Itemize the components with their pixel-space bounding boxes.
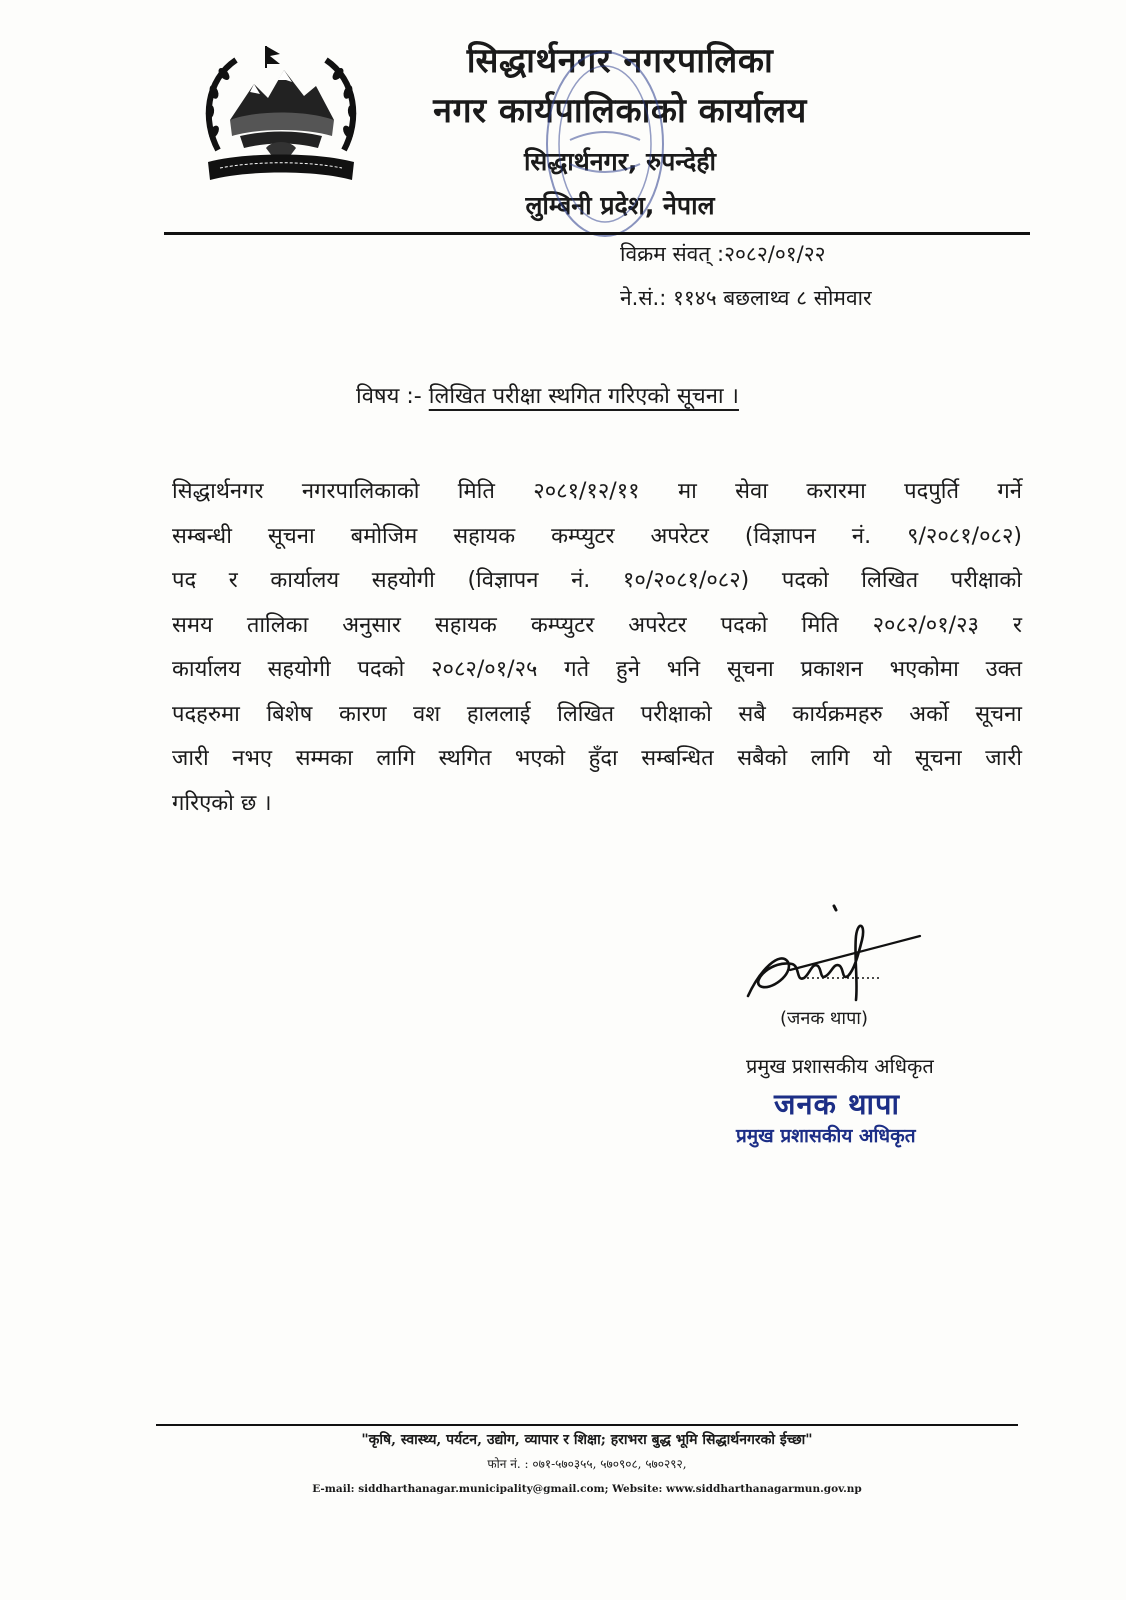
signer-name: (जनक थापा) <box>780 1008 868 1029</box>
subject-label: विषय :- <box>356 384 422 409</box>
body-line: कार्यालय सहयोगी पदको २०८२/०१/२५ गते हुने भनि सूचना प्रकाशन भएकोमा उक्त <box>172 657 1022 682</box>
name-stamp: जनक थापा <box>774 1087 901 1121</box>
office-name: सिद्धार्थनगर नगरपालिका <box>466 41 774 81</box>
subject-line <box>356 380 739 410</box>
signer-title: प्रमुख प्रशासकीय अधिकृत <box>746 1054 934 1078</box>
footer-email-website: E-mail: siddharthanagar.municipality@gmail.com; Website: www.siddharthanagarmun.gov.np <box>312 1483 862 1495</box>
body-line: सम्बन्धी सूचना बमोजिम सहायक कम्प्युटर अपरेटर (विज्ञापन नं. ९/२०८१/०८२) <box>172 523 1022 549</box>
footer-phone: फोन नं. : ०७१-५७०३५५, ५७०९०८, ५७०२९२, <box>487 1457 687 1471</box>
header-divider <box>164 232 1030 235</box>
body-line: पदहरुमा बिशेष कारण वश हाललाई लिखित परीक्षाको सबै कार्यक्रमहरु अर्को सूचना <box>172 701 1022 727</box>
office-subtitle: नगर कार्यपालिकाको कार्यालय <box>433 91 807 131</box>
notice-body <box>172 470 1022 826</box>
date-nepal-samvat: ने.सं.: ११४५ बछलाथ्व ८ सोमवार <box>620 286 872 310</box>
office-stamp-icon <box>540 44 670 244</box>
body-line: समय तालिका अनुसार सहायक कम्प्युटर अपरेटर पदको मिति २०८२/०१/२३ र <box>172 612 1022 638</box>
title-stamp: प्रमुख प्रशासकीय अधिकृत <box>736 1125 916 1147</box>
office-city: सिद्धार्थनगर, रुपन्देही <box>523 147 717 176</box>
body-line: गरिएको छ । <box>172 790 272 816</box>
body-line: सिद्धार्थनगर नगरपालिकाको मिति २०८१/१२/११ मा सेवा करारमा पदपुर्ति गर्ने <box>172 479 1022 504</box>
footer-motto: "कृषि, स्वास्थ्य, पर्यटन, उद्योग, व्यापार र शिक्षा; हराभरा बुद्ध भूमि सिद्धार्थनगरको ईच्छा" <box>361 1432 813 1448</box>
body-line: पद र कार्यालय सहयोगी (विज्ञापन नं. १०/२०८१/०८२) पदको लिखित परीक्षाको <box>172 568 1022 593</box>
office-province: लुम्बिनी प्रदेश, नेपाल <box>525 191 715 220</box>
subject-text: लिखित परीक्षा स्थगित गरिएको सूचना । <box>428 384 739 409</box>
body-line: जारी नभए सम्मका लागि स्थगित भएको हुँदा सम्बन्धित सबैको लागि यो सूचना जारी <box>172 746 1022 771</box>
date-vikram-samvat: विक्रम संवत् :२०८२/०१/२२ <box>620 242 826 266</box>
nepal-emblem-icon <box>196 40 366 190</box>
footer-divider <box>156 1424 1018 1426</box>
